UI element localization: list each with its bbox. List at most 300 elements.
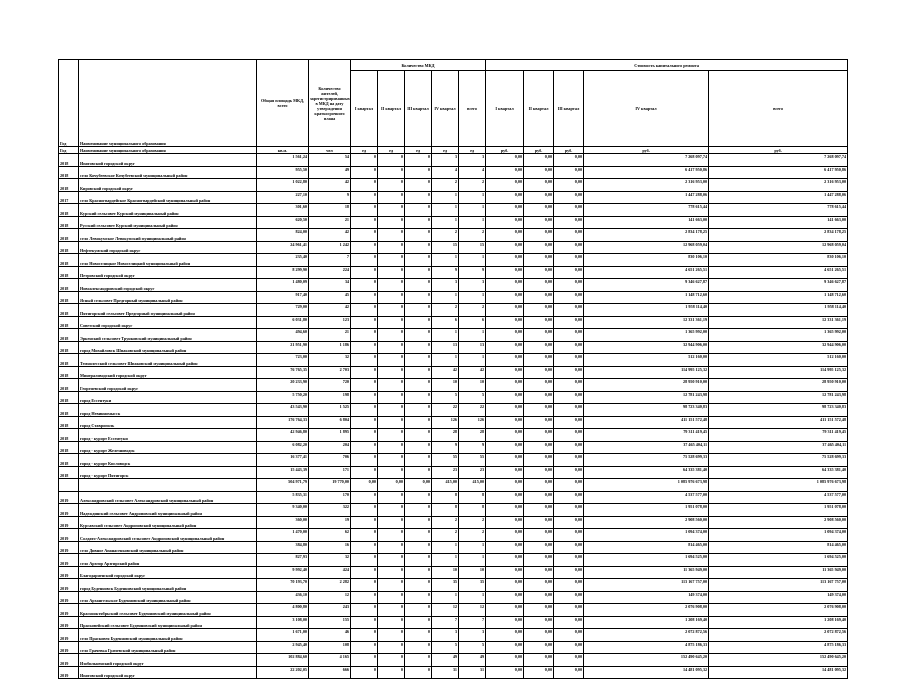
value-cell: 1 365 992,00 xyxy=(709,329,848,342)
value-cell: 9 346 627,87 xyxy=(709,279,848,292)
value-cell: 0 xyxy=(351,516,378,529)
value-cell: 0,00 xyxy=(524,216,554,229)
value-cell: 1 xyxy=(432,254,459,267)
value-cell: 301,60 xyxy=(257,204,309,217)
value-cell: 0,00 xyxy=(486,529,524,542)
value-cell: 12 968 059,04 xyxy=(709,241,848,254)
value-cell: 0 xyxy=(405,429,432,442)
value-cell: 0,00 xyxy=(486,229,524,242)
value-cell: 3 xyxy=(432,279,459,292)
value-cell: 0,00 xyxy=(554,404,584,417)
municipality-cell: село Грачевка Грачевский муниципальный район xyxy=(79,641,257,654)
value-cell: 778 615,44 xyxy=(584,204,709,217)
header-residents: Количество жителей, зарегистрированных в МКД на дату утверждения краткосрочного плана xyxy=(309,60,351,147)
year-cell: 2018 xyxy=(59,216,79,229)
value-cell: 0,00 xyxy=(486,429,524,442)
table-row xyxy=(59,504,848,517)
value-cell: 0,00 xyxy=(554,204,584,217)
value-cell: 114 995 125,32 xyxy=(709,366,848,379)
year-cell: 2018 xyxy=(59,366,79,379)
table-row xyxy=(59,466,848,479)
value-cell: 108 xyxy=(309,641,351,654)
value-cell: 720 xyxy=(309,379,351,392)
value-cell: 3 xyxy=(459,629,486,642)
unit-cell: ед xyxy=(432,147,459,154)
value-cell: 0 xyxy=(405,329,432,342)
municipality-cell: Темнолесский сельсовет Шпаковский муниципальный район xyxy=(79,354,257,367)
value-cell: 0,00 xyxy=(486,516,524,529)
value-cell: 170 xyxy=(309,491,351,504)
value-cell: 0,00 xyxy=(554,354,584,367)
value-cell: 0,00 xyxy=(486,504,524,517)
value-cell: 4 537 577,00 xyxy=(584,491,709,504)
value-cell: 2 xyxy=(432,529,459,542)
unit-cell: кв.м. xyxy=(257,147,309,154)
value-cell: 0,00 xyxy=(554,179,584,192)
value-cell: 114 995 125,32 xyxy=(584,366,709,379)
value-cell: 70 193,70 xyxy=(257,579,309,592)
value-cell: 155 xyxy=(309,616,351,629)
value-cell: 0,00 xyxy=(524,241,554,254)
value-cell: 9 xyxy=(432,266,459,279)
value-cell: 0 xyxy=(351,579,378,592)
value-cell: 0,00 xyxy=(554,479,584,492)
value-cell: 415,00 xyxy=(432,479,459,492)
value-cell: 0 xyxy=(405,666,432,679)
value-cell: 43 543,90 xyxy=(257,404,309,417)
value-cell: 42 946,80 xyxy=(257,429,309,442)
municipality-cell: город - курорт Железноводск xyxy=(79,441,257,454)
value-cell: 0,00 xyxy=(524,479,554,492)
value-cell: 1 208 169,40 xyxy=(709,616,848,629)
value-cell: 0,00 xyxy=(524,454,554,467)
value-cell: 1 xyxy=(432,216,459,229)
table-row xyxy=(59,291,848,304)
value-cell: 0 xyxy=(405,491,432,504)
value-cell: 1 694 525,00 xyxy=(584,554,709,567)
value-cell: 0 xyxy=(378,491,405,504)
value-cell: 1 951 078,00 xyxy=(584,504,709,517)
value-cell: 75 528 699,33 xyxy=(709,454,848,467)
value-cell: 0 xyxy=(378,329,405,342)
value-cell: 0,00 xyxy=(554,579,584,592)
value-cell: 0,00 xyxy=(486,554,524,567)
value-cell: 5 xyxy=(459,391,486,404)
municipality-cell xyxy=(79,479,257,492)
table-row xyxy=(59,629,848,642)
value-cell: 6 031,80 xyxy=(257,316,309,329)
value-cell: 152 490 645,20 xyxy=(584,654,709,667)
value-cell: 4 165 xyxy=(309,654,351,667)
value-cell: 512 160,00 xyxy=(709,354,848,367)
value-cell: 0,00 xyxy=(524,541,554,554)
unit-cell: руб. xyxy=(709,147,848,154)
value-cell: 0,00 xyxy=(554,441,584,454)
value-cell: 34 xyxy=(309,279,351,292)
value-cell: 0,00 xyxy=(554,516,584,529)
value-cell: 0 xyxy=(351,179,378,192)
value-cell: 0,00 xyxy=(554,591,584,604)
value-cell: 35 xyxy=(432,579,459,592)
value-cell: 0,00 xyxy=(554,329,584,342)
value-cell: 1 085 976 673,98 xyxy=(709,479,848,492)
year-cell: 2018 xyxy=(59,391,79,404)
value-cell: 1 895 xyxy=(309,429,351,442)
header-cost-q2: II квартал xyxy=(524,71,554,147)
municipality-cell: Ипатовский городской округ xyxy=(79,666,257,679)
value-cell: 0,00 xyxy=(554,304,584,317)
table-row xyxy=(59,254,848,267)
value-cell: 5 750,20 xyxy=(257,391,309,404)
value-cell: 0 xyxy=(405,504,432,517)
value-cell: 494,60 xyxy=(257,329,309,342)
table-row xyxy=(59,554,848,567)
header-cost-q1: I квартал xyxy=(486,71,524,147)
units-year-cell: Год xyxy=(59,147,79,154)
table-row xyxy=(59,279,848,292)
value-cell: 0 xyxy=(351,491,378,504)
value-cell: 0 xyxy=(351,379,378,392)
year-cell: 2019 xyxy=(59,554,79,567)
municipality-cell: Ипатовский городской округ xyxy=(79,154,257,167)
year-cell: 2019 xyxy=(59,541,79,554)
value-cell: 0,00 xyxy=(554,241,584,254)
value-cell: 0 xyxy=(378,341,405,354)
value-cell: 2 xyxy=(432,229,459,242)
value-cell: 62 xyxy=(309,529,351,542)
value-cell: 2 316 953,00 xyxy=(584,179,709,192)
value-cell: 1 xyxy=(432,541,459,554)
value-cell: 0 xyxy=(351,454,378,467)
value-cell: 0 xyxy=(378,654,405,667)
value-cell: 14 481 095,32 xyxy=(584,666,709,679)
value-cell: 0 xyxy=(351,166,378,179)
unit-cell: руб. xyxy=(554,147,584,154)
value-cell: 3 xyxy=(459,154,486,167)
value-cell: 0 xyxy=(351,404,378,417)
value-cell: 98 723 340,83 xyxy=(709,404,848,417)
value-cell: 1 148 712,60 xyxy=(584,291,709,304)
value-cell: 0 xyxy=(405,379,432,392)
table-row xyxy=(59,541,848,554)
value-cell: 0 xyxy=(351,429,378,442)
value-cell: 0,00 xyxy=(554,616,584,629)
value-cell: 0,00 xyxy=(486,604,524,617)
value-cell: 0 xyxy=(351,529,378,542)
value-cell: 0,00 xyxy=(524,304,554,317)
value-cell: 0 xyxy=(351,229,378,242)
value-cell: 0,00 xyxy=(554,379,584,392)
year-cell: 2019 xyxy=(59,591,79,604)
value-cell: 1 xyxy=(459,191,486,204)
value-cell: 384,80 xyxy=(257,541,309,554)
value-cell: 955,50 xyxy=(257,166,309,179)
value-cell: 0 xyxy=(378,604,405,617)
value-cell: 0 xyxy=(378,229,405,242)
value-cell: 0 xyxy=(351,654,378,667)
value-cell: 149 374,00 xyxy=(584,591,709,604)
value-cell: 0 xyxy=(351,154,378,167)
municipality-cell: Георгиевский городской округ xyxy=(79,379,257,392)
value-cell: 235,40 xyxy=(257,254,309,267)
value-cell: 0,00 xyxy=(524,404,554,417)
value-cell: 778 615,44 xyxy=(709,204,848,217)
table-row xyxy=(59,516,848,529)
value-cell: 21 951,90 xyxy=(257,341,309,354)
table-row xyxy=(59,341,848,354)
value-cell: 141 663,00 xyxy=(709,216,848,229)
value-cell: 2 xyxy=(432,179,459,192)
value-cell: 4 651 265,51 xyxy=(584,266,709,279)
value-cell: 0 xyxy=(378,429,405,442)
value-cell: 0 xyxy=(405,191,432,204)
value-cell: 0,00 xyxy=(486,329,524,342)
value-cell: 1 242 xyxy=(309,241,351,254)
value-cell: 0 xyxy=(405,641,432,654)
value-cell: 0,00 xyxy=(524,554,554,567)
value-cell: 0,00 xyxy=(486,491,524,504)
value-cell: 49 xyxy=(459,654,486,667)
value-cell: 0 xyxy=(405,591,432,604)
value-cell: 0,00 xyxy=(524,154,554,167)
unit-cell: руб. xyxy=(524,147,554,154)
year-cell: 2019 xyxy=(59,666,79,679)
value-cell: 37 465 404,11 xyxy=(584,441,709,454)
value-cell: 4 651 265,51 xyxy=(709,266,848,279)
value-cell: 141 663,00 xyxy=(584,216,709,229)
value-cell: 10 xyxy=(459,566,486,579)
value-cell: 1 xyxy=(459,591,486,604)
value-cell: 0,00 xyxy=(524,616,554,629)
value-cell: 8 xyxy=(459,491,486,504)
value-cell: 0,00 xyxy=(486,241,524,254)
header-cost-group: Стоимость капитального ремонта xyxy=(486,60,848,71)
table-row xyxy=(59,241,848,254)
value-cell: 2 xyxy=(459,529,486,542)
municipality-cell: Благодарненский городской округ xyxy=(79,566,257,579)
value-cell: 0 xyxy=(351,666,378,679)
value-cell: 79 311 419,45 xyxy=(709,429,848,442)
value-cell: 0,00 xyxy=(554,504,584,517)
header-mkd-total: всего xyxy=(459,71,486,147)
value-cell: 0,00 xyxy=(486,541,524,554)
value-cell: 31 xyxy=(432,666,459,679)
value-cell: 22 202,05 xyxy=(257,666,309,679)
value-cell: 16 xyxy=(309,541,351,554)
value-cell: 1 694 525,00 xyxy=(709,554,848,567)
value-cell: 0,00 xyxy=(524,416,554,429)
value-cell: 12 968 059,04 xyxy=(584,241,709,254)
value-cell: 0,00 xyxy=(405,479,432,492)
value-cell: 0,00 xyxy=(524,516,554,529)
value-cell: 0,00 xyxy=(554,154,584,167)
value-cell: 0,00 xyxy=(524,666,554,679)
value-cell: 5 835,31 xyxy=(257,491,309,504)
year-cell: 2018 xyxy=(59,316,79,329)
value-cell: 0 xyxy=(378,629,405,642)
value-cell: 0 xyxy=(405,466,432,479)
value-cell: 16 377,41 xyxy=(257,454,309,467)
value-cell: 10 xyxy=(432,566,459,579)
municipality-cell: Петровский городской округ xyxy=(79,266,257,279)
value-cell: 2 072 872,56 xyxy=(709,629,848,642)
table-row xyxy=(59,491,848,504)
year-cell: 2018 xyxy=(59,166,79,179)
year-cell: 2019 xyxy=(59,654,79,667)
year-cell: 2019 xyxy=(59,529,79,542)
value-cell: 1 094 374,00 xyxy=(709,529,848,542)
value-cell: 0,00 xyxy=(524,579,554,592)
units-name-cell: Наименование муниципального образования xyxy=(79,147,257,154)
value-cell: 0,00 xyxy=(486,254,524,267)
value-cell: 2 076 908,00 xyxy=(584,604,709,617)
value-cell: 0 xyxy=(351,291,378,304)
value-cell: 814 465,00 xyxy=(584,541,709,554)
value-cell: 198 xyxy=(309,391,351,404)
value-cell: 12 781 243,98 xyxy=(584,391,709,404)
value-cell: 227,10 xyxy=(257,191,309,204)
value-cell: 13 xyxy=(432,341,459,354)
year-cell: 2019 xyxy=(59,616,79,629)
value-cell: 0,00 xyxy=(486,616,524,629)
value-cell: 0,00 xyxy=(554,554,584,567)
year-cell: 2018 xyxy=(59,429,79,442)
value-cell: 0,00 xyxy=(486,454,524,467)
value-cell: 45 xyxy=(309,291,351,304)
value-cell: 23 xyxy=(459,466,486,479)
value-cell: 0,00 xyxy=(554,416,584,429)
value-cell: 0 xyxy=(351,441,378,454)
value-cell: 32 xyxy=(309,354,351,367)
value-cell: 123 xyxy=(309,316,351,329)
table-row xyxy=(59,391,848,404)
value-cell: 0,00 xyxy=(554,254,584,267)
year-cell: 2019 xyxy=(59,504,79,517)
value-cell: 0 xyxy=(378,254,405,267)
value-cell: 32 944 906,00 xyxy=(709,341,848,354)
value-cell: 4 875 186,33 xyxy=(709,641,848,654)
value-cell: 1 561,24 xyxy=(257,154,309,167)
value-cell: 20 233,90 xyxy=(257,379,309,392)
value-cell: 0,00 xyxy=(524,366,554,379)
value-cell: 706 xyxy=(309,454,351,467)
value-cell: 64 335 381,40 xyxy=(584,466,709,479)
value-cell: 0 xyxy=(351,504,378,517)
value-cell: 0,00 xyxy=(486,479,524,492)
value-cell: 0 xyxy=(378,366,405,379)
table-row xyxy=(59,604,848,617)
value-cell: 0,00 xyxy=(524,329,554,342)
value-cell: 0 xyxy=(405,416,432,429)
municipality-cell: город Ставрополь xyxy=(79,416,257,429)
value-cell: 0 xyxy=(378,454,405,467)
table-row xyxy=(59,154,848,167)
value-cell: 830 106,10 xyxy=(584,254,709,267)
value-cell: 0 xyxy=(378,504,405,517)
value-cell: 0 xyxy=(405,629,432,642)
value-cell: 2 xyxy=(459,304,486,317)
value-cell: 0 xyxy=(378,266,405,279)
value-cell: 0 xyxy=(405,404,432,417)
year-cell: 2018 xyxy=(59,441,79,454)
value-cell: 0,00 xyxy=(524,191,554,204)
value-cell: 0 xyxy=(405,229,432,242)
value-cell: 11 365 949,00 xyxy=(709,566,848,579)
value-cell: 0 xyxy=(378,166,405,179)
value-cell: 0 xyxy=(378,391,405,404)
value-cell: 3 xyxy=(432,154,459,167)
municipality-cell: Александровский сельсовет Александровский муниципальный район xyxy=(79,491,257,504)
value-cell: 0,00 xyxy=(524,254,554,267)
municipality-cell: Пятигорский сельсовет Предгорный муниципальный район xyxy=(79,304,257,317)
value-cell: 0 xyxy=(351,341,378,354)
value-cell: 0 xyxy=(378,216,405,229)
municipality-cell: Ясный сельсовет Предгорный муниципальный район xyxy=(79,291,257,304)
value-cell: 0,00 xyxy=(524,591,554,604)
value-cell: 42 xyxy=(309,229,351,242)
value-cell: 79 311 419,45 xyxy=(584,429,709,442)
value-cell: 12 xyxy=(309,591,351,604)
value-cell: 0,00 xyxy=(554,641,584,654)
value-cell: 0 xyxy=(405,241,432,254)
value-cell: 76 765,35 xyxy=(257,366,309,379)
value-cell: 21 xyxy=(309,216,351,229)
value-cell: 6 xyxy=(459,316,486,329)
header-name: Наименование муниципального образования xyxy=(79,60,257,147)
municipality-cell: город Ессентуки xyxy=(79,391,257,404)
value-cell: 4 xyxy=(432,166,459,179)
value-cell: 0,00 xyxy=(486,654,524,667)
value-cell: 0 xyxy=(351,604,378,617)
value-cell: 42 xyxy=(309,304,351,317)
value-cell: 55 xyxy=(432,454,459,467)
value-cell: 0,00 xyxy=(486,579,524,592)
unit-cell: руб. xyxy=(584,147,709,154)
value-cell: 0,00 xyxy=(524,641,554,654)
value-cell: 0 xyxy=(405,266,432,279)
value-cell: 0,00 xyxy=(486,291,524,304)
header-mkd-q2: II квартал xyxy=(378,71,405,147)
value-cell: 42 xyxy=(432,366,459,379)
table-row xyxy=(59,616,848,629)
value-cell: 9 xyxy=(309,191,351,204)
header-mkd-q3: III квартал xyxy=(405,71,432,147)
value-cell: 0,00 xyxy=(524,166,554,179)
value-cell: 0,00 xyxy=(554,491,584,504)
value-cell: 6 804 xyxy=(309,416,351,429)
value-cell: 2 xyxy=(459,516,486,529)
municipality-cell: Курский сельсовет Курский муниципальный район xyxy=(79,204,257,217)
table-row xyxy=(59,579,848,592)
value-cell: 0 xyxy=(378,154,405,167)
value-cell: 0 xyxy=(378,304,405,317)
value-cell: 2 xyxy=(459,229,486,242)
value-cell: 0,00 xyxy=(486,666,524,679)
value-cell: 8 xyxy=(432,504,459,517)
value-cell: 0 xyxy=(405,179,432,192)
value-cell: 7 268 097,74 xyxy=(584,154,709,167)
table-row xyxy=(59,179,848,192)
municipality-cell: город - курорт Ессентуки xyxy=(79,429,257,442)
value-cell: 55 xyxy=(459,454,486,467)
year-cell: 2019 xyxy=(59,579,79,592)
value-cell: 0 xyxy=(351,241,378,254)
table-row xyxy=(59,216,848,229)
value-cell: 0,00 xyxy=(486,466,524,479)
value-cell: 1 xyxy=(459,541,486,554)
value-cell: 3 xyxy=(459,279,486,292)
value-cell: 0,00 xyxy=(554,279,584,292)
